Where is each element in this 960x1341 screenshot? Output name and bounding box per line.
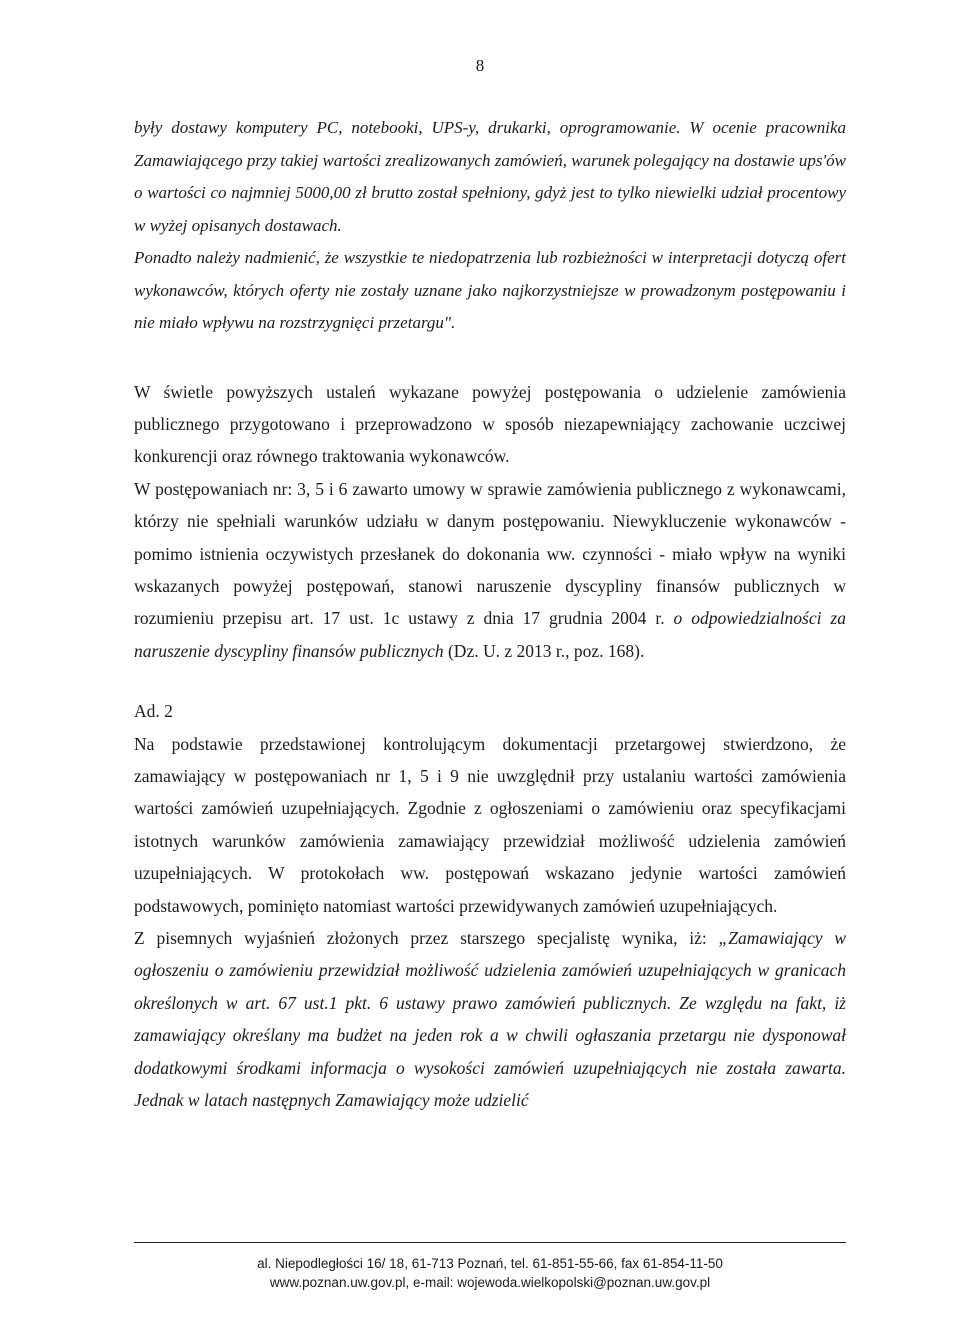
- conclusion-paragraph-1: W świetle powyższych ustaleń wykazane powyżej postępowania o udzielenie zamówienia publicznego przygotowano i przeprowadzono w sposób niezapewniający zachowanie uczciwej konkurencji oraz równego traktowania wykonawców.: [134, 381, 846, 467]
- footer-web-email: www.poznan.uw.gov.pl, e-mail: wojewoda.wielkopolski@poznan.uw.gov.pl: [269, 1275, 711, 1290]
- section-heading-ad2: Ad. 2: [134, 701, 173, 722]
- explanation-quote: „Zamawiający w ogłoszeniu o zamówieniu przewidział możliwość udzielenia zamówień uzupełniających w granicach określonych w art. 67 ust.1 pkt. 6 ustawy prawo zamówień publicznych. Ze względu na fakt, iż zamawiający określany ma budżet na jeden rok a w chwili ogłaszania przetargu nie dysponował dodatkowymi środkami informacja o wysokości zamówień uzupełniających nie została zawarta. Jednak w latach następnych Zamawiający może udzielić: [134, 928, 846, 1111]
- quote-paragraph-1: były dostawy komputery PC, notebooki, UPS-y, drukarki, oprogramowanie. W ocenie pracownika Zamawiającego przy takiej wartości zrealizowanych zamówień, warunek polegający na dostawie ups'ów o wartości co najmniej 5000,00 zł brutto został spełniony, gdyż jest to tylko niewielki udział procentowy w wyżej opisanych dostawach.: [134, 118, 846, 235]
- conclusion-citation: (Dz. U. z 2013 r., poz. 168).: [443, 640, 645, 661]
- conclusion-text: W postępowaniach nr: 3, 5 i 6 zawarto umowy w sprawie zamówienia publicznego z wykonawcami, którzy nie spełniali warunków udziału w danym postępowaniu. Niewykluczenie wykonawców - pomimo istnienia oczywistych przesłanek do dokonania ww. czynności - miało wpływ na wyniki wskazanych powyżej postępowań, stanowi naruszenie dyscypliny finansów publicznych w rozumieniu przepisu art. 17 ust. 1c ustawy z dnia 17 grudnia 2004 r.: [134, 478, 846, 629]
- act-title: o odpowiedzialności za naruszenie dyscypliny finansów publicznych: [134, 608, 846, 661]
- ad2-paragraph: Na podstawie przedstawionej kontrolującym dokumentacji przetargowej stwierdzono, że zamawiający w postępowaniach nr 1, 5 i 9 nie uwzględnił przy ustalaniu wartości zamówienia wartości zamówień uzupełniających. Zgodnie z ogłoszeniami o zamówieniu oraz specyfikacjami istotnych warunków zamówienia zamawiający przewidział możliwość udzielenia zamówień uzupełniających. W protokołach ww. postępowań wskazano jedynie wartości zamówień podstawowych, pominięto natomiast wartości przewidywanych zamówień uzupełniających.: [134, 733, 846, 916]
- page-number: 8: [475, 56, 485, 75]
- footer-address: al. Niepodległości 16/ 18, 61-713 Poznań, tel. 61-851-55-66, fax 61-854-11-50: [257, 1256, 723, 1271]
- explanation-intro: Z pisemnych wyjaśnień złożonych przez starszego specjalistę wynika, iż:: [134, 928, 719, 948]
- page-footer: [134, 1242, 846, 1292]
- quote-paragraph-2: Ponadto należy nadmienić, że wszystkie te niedopatrzenia lub rozbieżności w interpretacji dotyczą ofert wykonawców, których oferty nie zostały uznane jako najkorzystniejsze w prowadzonym postępowaniu i nie miało wpływu na rozstrzygnięci przetargu".: [134, 248, 846, 332]
- explanation-paragraph: [134, 922, 846, 1116]
- page-body: [134, 112, 846, 1116]
- conclusion-paragraph-2: [134, 473, 846, 667]
